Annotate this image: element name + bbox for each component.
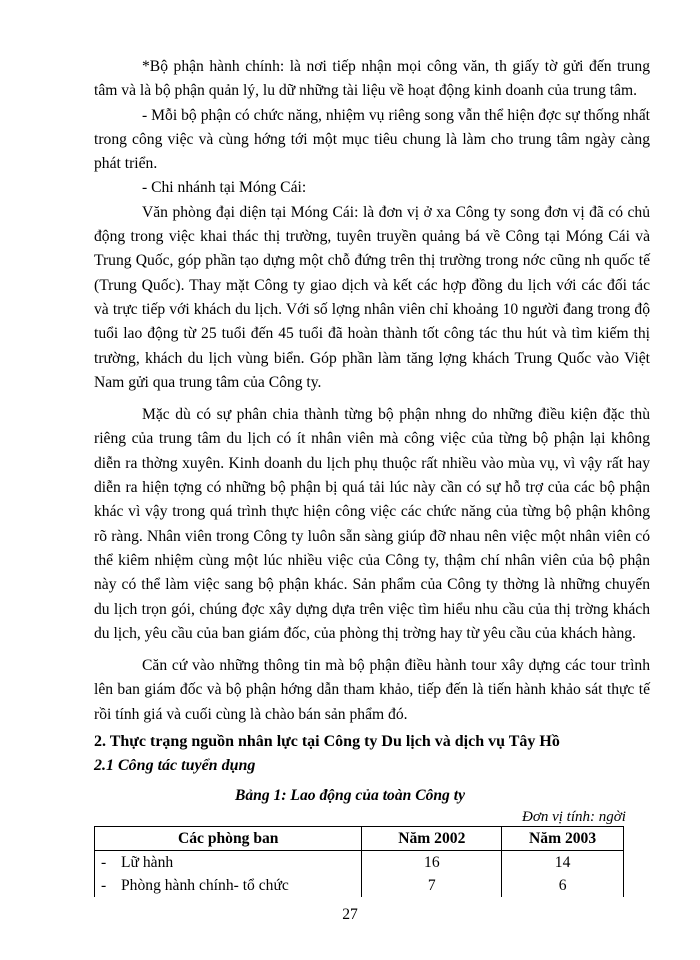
header-year-2003: Năm 2003 [502,827,624,851]
paragraph-admin-dept: *Bộ phận hành chính: là nơi tiếp nhận mọi công văn, th giấy tờ gửi đến trung tâm và là bộ phận quản lý, lu dữ những tài liệu về hoạt động kinh doanh của trung tâm. [94,58,650,100]
labor-table [94,826,624,897]
department-cell [95,851,362,875]
value-2002: 7 [362,874,502,897]
paragraph-tour-process: Căn cứ vào những thông tin mà bộ phận điều hành tour xây dựng các tour trình lên ban giám đốc và bộ phận hớng dẫn tham khảo, tiếp đến là tiến hành khảo sát thực tế rồi tính giá và cuối cùng là chào bán sản phẩm đó. [94,657,650,723]
header-departments: Các phòng ban [95,827,362,851]
paragraph-dept-functions: - Mỗi bộ phận có chức năng, nhiệm vụ riêng song vẫn thể hiện đợc sự thống nhất trong công việc và cùng hớng tới một mục tiêu chung là làm cho trung tâm ngày càng phát triển. [94,106,650,173]
body-text [94,55,650,727]
department-cell [95,874,362,897]
department-name: Phòng hành chính- tổ chức [121,876,289,894]
bullet-dash: - [101,853,107,871]
table-row [95,874,624,897]
subsection-heading: 2.1 Công tác tuyển dụng [94,757,256,774]
paragraph-division-of-work: Mặc dù có sự phân chia thành từng bộ phận nhng do những điều kiện đặc thù riêng của trung tâm du lịch có ít nhân viên mà công việc của từng bộ phận lại không diễn ra thờng xuyên. Kinh doanh du lịch phụ thuộc rất nhiều vào mùa vụ, vì vậy rất hay diễn ra hiện tợng có những bộ phận bị quá tải lúc này cần có sự hỗ trợ của các bộ phận khác vì vậy trong quá trình thực hiện công việc các chức năng của từng bộ phận không rõ ràng. Nhân viên trong Công ty luôn sẵn sàng giúp đỡ nhau nên việc một nhân viên có thể kiêm nhiệm cùng một lúc nhiều việc của Công ty, thậm chí nhân viên của bộ phận này có thể làm việc sang bộ phận khác. Sản phẩm của Công ty thờng là những chuyến du lịch trọn gói, chúng đợc xây dựng dựa trên việc tìm hiểu nhu cầu của thị trờng khách du lịch, yêu cầu của ban giám đốc, của phòng thị trờng hay từ yêu cầu của khách hàng. [94,406,650,642]
header-year-2002: Năm 2002 [362,827,502,851]
value-2003: 6 [502,874,624,897]
table-header-row [95,827,624,851]
page-number: 27 [342,906,358,923]
department-name: Lữ hành [121,853,174,871]
table-title: Bảng 1: Lao động của toàn Công ty [234,787,466,804]
value-2003: 14 [502,851,624,875]
value-2002: 16 [362,851,502,875]
bullet-dash: - [101,876,107,894]
paragraph-mong-cai-office: Văn phòng đại diện tại Móng Cái: là đơn vị ở xa Công ty song đơn vị đã có chủ động trong việc khai thác thị trường, tuyên truyền quảng bá về Công tại Móng Cái và Trung Quốc, góp phần tạo dựng một chỗ đứng trên thị trường trong nớc cũng nh quốc tế (Trung Quốc). Thay mặt Công ty giao dịch và kết các hợp đồng du lịch với các đối tác và trực tiếp với khách du lịch. Với số lợng nhân viên chỉ khoảng 10 người đang trong độ tuổi lao động từ 25 tuổi đến 45 tuổi đã hoàn thành tốt công tác thu hút và tìm kiếm thị trường, khách du lịch vùng biển. Góp phần làm tăng lợng khách Trung Quốc vào Việt Nam gửi qua trung tâm của Công ty. [94,203,650,391]
table-row [95,851,624,875]
paragraph-branch-heading: - Chi nhánh tại Móng Cái: [142,179,307,197]
section-heading: 2. Thực trạng nguồn nhân lực tại Công ty Du lịch và dịch vụ Tây Hồ [94,733,560,750]
table-unit: Đơn vị tính: ngời [522,809,626,825]
